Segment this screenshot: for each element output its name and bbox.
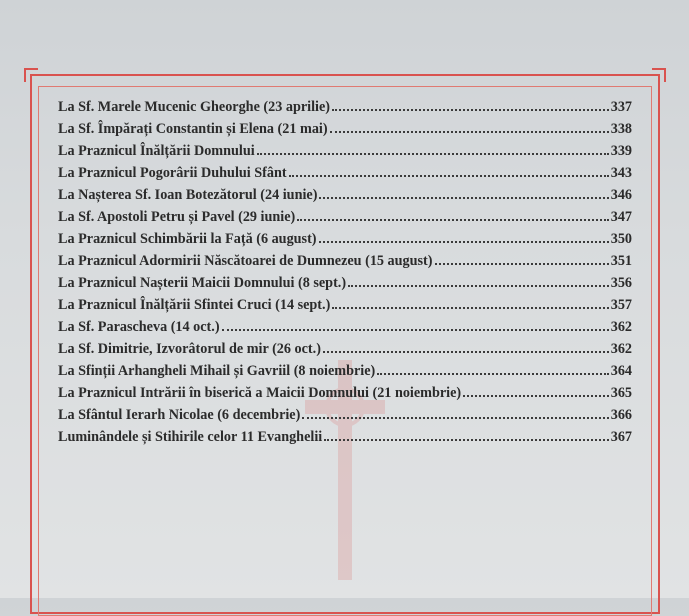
toc-leader-dots <box>319 185 608 199</box>
toc-leader-dots <box>302 405 608 419</box>
toc-leader-dots <box>435 251 609 265</box>
toc-entry-title: La Praznicul Nașterii Maicii Domnului (8 sept.) <box>58 275 347 291</box>
toc-entry <box>58 162 632 184</box>
toc-entry-title: La Sfântul Ierarh Nicolae (6 decembrie) <box>58 407 301 423</box>
toc-entry-title: La Sfinții Arhangheli Mihail și Gavriil (8 noiembrie) <box>58 363 376 379</box>
toc-leader-dots <box>257 141 609 155</box>
toc-entry-page-number: 364 <box>610 363 632 379</box>
toc-entry <box>58 316 632 338</box>
toc-entry-page-number: 337 <box>610 99 632 115</box>
toc-entry <box>58 184 632 206</box>
toc-entry-page-number: 351 <box>610 253 632 269</box>
toc-leader-dots <box>463 383 609 397</box>
toc-entry-page-number: 367 <box>610 429 632 445</box>
toc-entry <box>58 140 632 162</box>
toc-entry <box>58 426 632 448</box>
toc-entry <box>58 404 632 426</box>
frame-corner-ornament <box>652 68 666 82</box>
toc-entry-title: La Praznicul Adormirii Născătoarei de Dumnezeu (15 august) <box>58 253 433 269</box>
toc-entry-page-number: 339 <box>610 143 632 159</box>
toc-entry-title: La Nașterea Sf. Ioan Botezătorul (24 iunie) <box>58 187 318 203</box>
toc-entry-title: La Praznicul Pogorârii Duhului Sfânt <box>58 165 287 181</box>
toc-entry-page-number: 365 <box>610 385 632 401</box>
toc-entry-page-number: 362 <box>610 319 632 335</box>
toc-entry-title: La Sf. Împărați Constantin și Elena (21 mai) <box>58 121 328 137</box>
toc-entry <box>58 118 632 140</box>
toc-entry <box>58 294 632 316</box>
toc-entry-page-number: 350 <box>610 231 632 247</box>
toc-entry-page-number: 356 <box>610 275 632 291</box>
toc-leader-dots <box>348 273 609 287</box>
toc-leader-dots <box>222 317 609 331</box>
toc-leader-dots <box>297 207 608 221</box>
toc-entry-title: La Praznicul Înălțării Sfintei Cruci (14 sept.) <box>58 297 331 313</box>
toc-entry-title: Luminândele și Stihirile celor 11 Evanghelii <box>58 429 323 445</box>
toc-entry-page-number: 343 <box>610 165 632 181</box>
table-of-contents <box>58 96 632 448</box>
toc-leader-dots <box>289 163 609 177</box>
toc-entry <box>58 228 632 250</box>
toc-leader-dots <box>332 295 608 309</box>
toc-entry-title: La Praznicul Intrării în biserică a Maicii Domnului (21 noiembrie) <box>58 385 462 401</box>
toc-entry-page-number: 346 <box>610 187 632 203</box>
toc-leader-dots <box>377 361 608 375</box>
toc-entry-title: La Sf. Dimitrie, Izvorâtorul de mir (26 oct.) <box>58 341 321 357</box>
toc-leader-dots <box>319 229 609 243</box>
toc-entry <box>58 206 632 228</box>
toc-entry-page-number: 362 <box>610 341 632 357</box>
toc-entry <box>58 382 632 404</box>
toc-leader-dots <box>330 119 609 133</box>
toc-entry <box>58 360 632 382</box>
toc-leader-dots <box>332 97 609 111</box>
toc-entry <box>58 272 632 294</box>
frame-corner-ornament <box>24 68 38 82</box>
toc-leader-dots <box>324 427 609 441</box>
toc-entry-page-number: 357 <box>610 297 632 313</box>
toc-entry-title: La Praznicul Înălțării Domnului <box>58 143 255 159</box>
toc-entry-page-number: 347 <box>610 209 632 225</box>
toc-entry-title: La Sf. Apostoli Petru și Pavel (29 iunie) <box>58 209 296 225</box>
toc-entry-title: La Sf. Marele Mucenic Gheorghe (23 aprilie) <box>58 99 331 115</box>
toc-entry-title: La Sf. Parascheva (14 oct.) <box>58 319 220 335</box>
toc-entry-title: La Praznicul Schimbării la Față (6 august) <box>58 231 317 247</box>
toc-entry <box>58 250 632 272</box>
toc-entry-page-number: 366 <box>610 407 632 423</box>
toc-entry <box>58 96 632 118</box>
toc-entry-page-number: 338 <box>610 121 632 137</box>
toc-entry <box>58 338 632 360</box>
toc-leader-dots <box>323 339 609 353</box>
